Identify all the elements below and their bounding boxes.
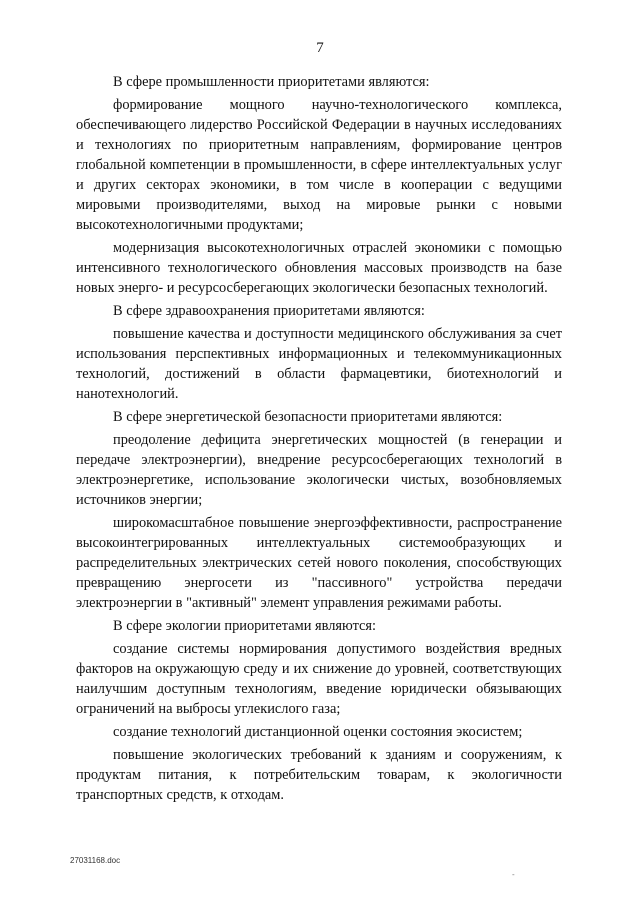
footer-filename: 27031168.doc — [70, 856, 121, 865]
footer-mark: - — [512, 870, 515, 879]
paragraph-energy-item-1: преодоление дефицита энергетических мощностей (в генерации и передаче электроэнергии), внедрение ресурсосберегающих технологий в электроэнергетике, использование экологически чистых, возобновляемых источников энергии; — [76, 432, 562, 508]
paragraph-industry-item-2: модернизация высокотехнологичных отраслей экономики с помощью интенсивного технологического обновления массовых производств на базе новых энерго- и ресурсосберегающих экологически безопасных технологий. — [76, 240, 562, 296]
page-number: 7 — [316, 40, 324, 56]
paragraph-health-heading: В сфере здравоохранения приоритетами являются: — [113, 303, 425, 319]
paragraph-industry-item-1: формирование мощного научно-технологического комплекса, обеспечивающего лидерство Российской Федерации в научных исследованиях и технологиях по приоритетным направлениям, формирование центров глобальной компетенции в промышленности, в сфере интеллектуальных услуг и других секторах экономики, в том числе в кооперации с ведущими мировыми производителями, выход на мировые рынки с новыми высокотехнологичными продуктами; — [76, 97, 562, 233]
paragraph-health-item-1: повышение качества и доступности медицинского обслуживания за счет использования перспективных информационных и телекоммуникационных технологий, достижений в области фармацевтики, биотехнологий и нанотехнологий. — [76, 326, 562, 402]
document-body — [76, 72, 562, 808]
paragraph-ecology-item-3: повышение экологических требований к зданиям и сооружениям, к продуктам питания, к потребительским товарам, к экологичности транспортных средств, к отходам. — [76, 747, 562, 803]
paragraph-ecology-item-2: создание технологий дистанционной оценки состояния экосистем; — [113, 724, 523, 740]
paragraph-ecology-heading: В сфере экологии приоритетами являются: — [113, 618, 377, 634]
paragraph-energy-heading: В сфере энергетической безопасности приоритетами являются: — [113, 409, 503, 425]
paragraph-industry-heading: В сфере промышленности приоритетами являются: — [113, 74, 430, 90]
paragraph-energy-item-2: широкомасштабное повышение энергоэффективности, распространение высокоинтегрированных интеллектуальных системообразующих и распределительных электрических сетей нового поколения, способствующих превращению энергосети из "пассивного" устройства передачи электроэнергии в "активный" элемент управления режимами работы. — [76, 515, 562, 611]
paragraph-ecology-item-1: создание системы нормирования допустимого воздействия вредных факторов на окружающую среду и их снижение до уровней, соответствующих наилучшим доступным технологиям, введение юридически обязывающих ограничений на выбросы углекислого газа; — [76, 641, 562, 717]
